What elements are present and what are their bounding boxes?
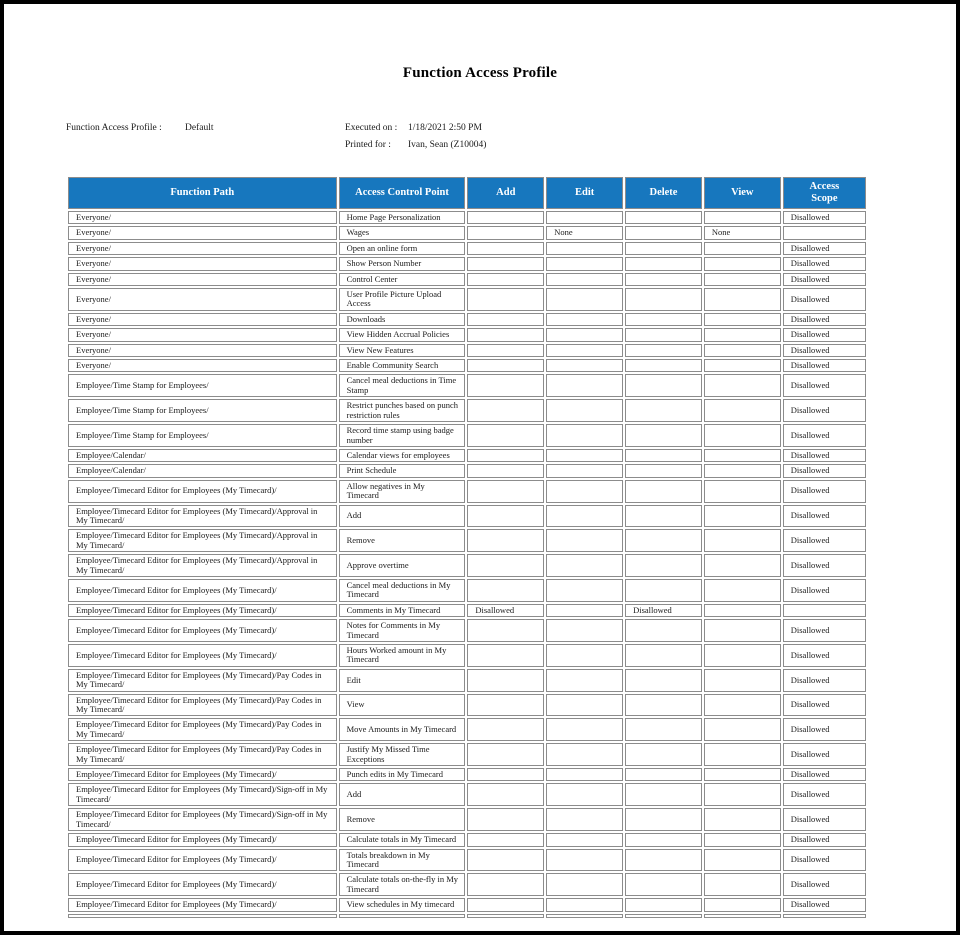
- cell-add: [467, 669, 544, 692]
- cell-delete: [625, 211, 702, 224]
- cell-delete: [625, 718, 702, 741]
- cell-control_point: View New Features: [339, 344, 466, 357]
- cell-scope: Disallowed: [783, 211, 866, 224]
- cell-edit: [546, 914, 623, 918]
- cell-view: [704, 374, 781, 397]
- cell-path: Employee/Timecard Editor for Employees (My Timecard)/: [68, 480, 337, 503]
- cell-delete: [625, 694, 702, 717]
- cell-path: Employee/Timecard Editor for Employees (My Timecard)/: [68, 619, 337, 642]
- cell-scope: Disallowed: [783, 505, 866, 528]
- table-row: [68, 718, 866, 741]
- cell-delete: [625, 257, 702, 270]
- cell-add: [467, 328, 544, 341]
- cell-view: [704, 694, 781, 717]
- column-header-function-path: Function Path: [68, 177, 337, 209]
- cell-view: [704, 914, 781, 918]
- cell-path: Employee/Timecard Editor for Employees (My Timecard)/: [68, 833, 337, 846]
- executed-on-value: 1/18/2021 2:50 PM: [408, 123, 482, 133]
- cell-edit: [546, 743, 623, 766]
- cell-add: [467, 226, 544, 239]
- cell-edit: [546, 242, 623, 255]
- cell-control_point: Add: [339, 783, 466, 806]
- cell-control_point: Downloads: [339, 313, 466, 326]
- cell-delete: [625, 808, 702, 831]
- table-row: [68, 669, 866, 692]
- column-header-add: Add: [467, 177, 544, 209]
- table-row: [68, 211, 866, 224]
- cell-delete: [625, 480, 702, 503]
- cell-add: [467, 288, 544, 311]
- cell-control_point: [339, 914, 466, 918]
- cell-view: [704, 529, 781, 552]
- table-row: [68, 873, 866, 896]
- cell-edit: [546, 669, 623, 692]
- cell-edit: [546, 718, 623, 741]
- cell-edit: [546, 374, 623, 397]
- cell-scope: Disallowed: [783, 669, 866, 692]
- cell-add: [467, 257, 544, 270]
- cell-path: Everyone/: [68, 242, 337, 255]
- cell-edit: [546, 288, 623, 311]
- cell-delete: [625, 242, 702, 255]
- table-row: [68, 399, 866, 422]
- cell-add: [467, 579, 544, 602]
- cell-view: [704, 619, 781, 642]
- cell-add: [467, 449, 544, 462]
- table-row: [68, 783, 866, 806]
- cell-edit: [546, 359, 623, 372]
- cell-path: Employee/Time Stamp for Employees/: [68, 374, 337, 397]
- table-row: [68, 743, 866, 766]
- cell-scope: Disallowed: [783, 399, 866, 422]
- table-row: [68, 328, 866, 341]
- cell-edit: [546, 399, 623, 422]
- cell-path: Employee/Calendar/: [68, 464, 337, 477]
- cell-view: [704, 399, 781, 422]
- cell-path: Employee/Time Stamp for Employees/: [68, 399, 337, 422]
- cell-scope: Disallowed: [783, 359, 866, 372]
- cell-path: Everyone/: [68, 288, 337, 311]
- cell-path: Employee/Timecard Editor for Employees (My Timecard)/: [68, 644, 337, 667]
- table-row: [68, 604, 866, 617]
- column-header-edit: Edit: [546, 177, 623, 209]
- access-table: [66, 175, 868, 920]
- printed-for-label: Printed for :: [345, 140, 391, 150]
- cell-scope: [783, 604, 866, 617]
- cell-control_point: Calendar views for employees: [339, 449, 466, 462]
- cell-add: [467, 344, 544, 357]
- cell-add: [467, 211, 544, 224]
- cell-path: Employee/Calendar/: [68, 449, 337, 462]
- cell-edit: [546, 604, 623, 617]
- cell-view: [704, 505, 781, 528]
- cell-view: [704, 288, 781, 311]
- cell-add: [467, 505, 544, 528]
- cell-delete: [625, 505, 702, 528]
- cell-add: [467, 849, 544, 872]
- table-row: [68, 344, 866, 357]
- cell-add: [467, 644, 544, 667]
- cell-edit: [546, 579, 623, 602]
- cell-control_point: Edit: [339, 669, 466, 692]
- cell-delete: [625, 464, 702, 477]
- cell-scope: Disallowed: [783, 529, 866, 552]
- table-row: [68, 449, 866, 462]
- cell-scope: [783, 226, 866, 239]
- cell-view: [704, 359, 781, 372]
- cell-edit: [546, 424, 623, 447]
- cell-path: Employee/Timecard Editor for Employees (My Timecard)/Approval in My Timecard/: [68, 505, 337, 528]
- profile-label: Function Access Profile :: [66, 123, 162, 133]
- cell-add: [467, 273, 544, 286]
- cell-delete: [625, 424, 702, 447]
- cell-path: Everyone/: [68, 313, 337, 326]
- cell-view: [704, 554, 781, 577]
- table-row: [68, 313, 866, 326]
- table-row: [68, 273, 866, 286]
- cell-view: [704, 242, 781, 255]
- cell-path: Employee/Timecard Editor for Employees (My Timecard)/Pay Codes in My Timecard/: [68, 669, 337, 692]
- cell-control_point: Control Center: [339, 273, 466, 286]
- cell-edit: [546, 480, 623, 503]
- cell-edit: [546, 783, 623, 806]
- cell-delete: [625, 619, 702, 642]
- cell-add: [467, 694, 544, 717]
- column-header-delete: Delete: [625, 177, 702, 209]
- cell-control_point: Calculate totals on-the-fly in My Timecard: [339, 873, 466, 896]
- cell-delete: [625, 313, 702, 326]
- table-row: [68, 257, 866, 270]
- cell-path: Employee/Timecard Editor for Employees (My Timecard)/Pay Codes in My Timecard/: [68, 718, 337, 741]
- table-row: [68, 424, 866, 447]
- table-row: [68, 833, 866, 846]
- cell-scope: [783, 914, 866, 918]
- cell-view: [704, 424, 781, 447]
- cell-add: [467, 399, 544, 422]
- cell-add: [467, 743, 544, 766]
- profile-value: Default: [185, 123, 214, 133]
- cell-scope: Disallowed: [783, 898, 866, 911]
- cell-add: [467, 873, 544, 896]
- cell-control_point: Open an online form: [339, 242, 466, 255]
- cell-edit: [546, 464, 623, 477]
- cell-view: [704, 768, 781, 781]
- cell-add: [467, 768, 544, 781]
- cell-edit: [546, 694, 623, 717]
- cell-control_point: Totals breakdown in My Timecard: [339, 849, 466, 872]
- column-header-view: View: [704, 177, 781, 209]
- table-row: [68, 554, 866, 577]
- table-row: [68, 226, 866, 239]
- cell-add: [467, 424, 544, 447]
- cell-scope: Disallowed: [783, 480, 866, 503]
- cell-view: [704, 449, 781, 462]
- cell-delete: [625, 449, 702, 462]
- cell-path: Everyone/: [68, 359, 337, 372]
- cell-edit: [546, 768, 623, 781]
- cell-path: Employee/Timecard Editor for Employees (My Timecard)/Approval in My Timecard/: [68, 554, 337, 577]
- table-row: [68, 619, 866, 642]
- table-row: [68, 849, 866, 872]
- cell-delete: [625, 833, 702, 846]
- cell-delete: [625, 399, 702, 422]
- cell-view: [704, 898, 781, 911]
- cell-path: Employee/Timecard Editor for Employees (My Timecard)/: [68, 898, 337, 911]
- cell-control_point: Cancel meal deductions in Time Stamp: [339, 374, 466, 397]
- cell-delete: Disallowed: [625, 604, 702, 617]
- cell-control_point: Add: [339, 505, 466, 528]
- table-row: [68, 359, 866, 372]
- cell-edit: [546, 211, 623, 224]
- cell-control_point: Record time stamp using badge number: [339, 424, 466, 447]
- cell-edit: [546, 328, 623, 341]
- cell-view: [704, 464, 781, 477]
- cell-edit: [546, 833, 623, 846]
- cell-scope: Disallowed: [783, 743, 866, 766]
- cell-control_point: Home Page Personalization: [339, 211, 466, 224]
- cell-delete: [625, 288, 702, 311]
- cell-scope: Disallowed: [783, 873, 866, 896]
- executed-on-label: Executed on :: [345, 123, 398, 133]
- cell-path: Employee/Timecard Editor for Employees (My Timecard)/: [68, 873, 337, 896]
- cell-scope: Disallowed: [783, 288, 866, 311]
- cell-edit: [546, 273, 623, 286]
- cell-control_point: View schedules in My timecard: [339, 898, 466, 911]
- table-row: [68, 768, 866, 781]
- cell-add: [467, 619, 544, 642]
- cell-add: [467, 313, 544, 326]
- cell-control_point: Calculate totals in My Timecard: [339, 833, 466, 846]
- cell-control_point: View: [339, 694, 466, 717]
- cell-delete: [625, 579, 702, 602]
- cell-delete: [625, 768, 702, 781]
- cell-scope: Disallowed: [783, 464, 866, 477]
- cell-scope: Disallowed: [783, 242, 866, 255]
- cell-path: Employee/Time Stamp for Employees/: [68, 424, 337, 447]
- cell-path: Employee/Timecard Editor for Employees (My Timecard)/Sign-off in My Timecard/: [68, 783, 337, 806]
- cell-path: [68, 914, 337, 918]
- cell-path: Everyone/: [68, 273, 337, 286]
- cell-scope: Disallowed: [783, 273, 866, 286]
- cell-scope: Disallowed: [783, 424, 866, 447]
- cell-add: [467, 783, 544, 806]
- cell-control_point: Remove: [339, 529, 466, 552]
- cell-control_point: View Hidden Accrual Policies: [339, 328, 466, 341]
- cell-control_point: Show Person Number: [339, 257, 466, 270]
- cell-control_point: Allow negatives in My Timecard: [339, 480, 466, 503]
- cell-add: [467, 718, 544, 741]
- cell-add: [467, 464, 544, 477]
- cell-delete: [625, 273, 702, 286]
- table-row: [68, 579, 866, 602]
- cell-path: Employee/Timecard Editor for Employees (My Timecard)/: [68, 604, 337, 617]
- cell-add: [467, 898, 544, 911]
- table-row: [68, 529, 866, 552]
- cell-view: [704, 480, 781, 503]
- cell-view: [704, 579, 781, 602]
- cell-path: Employee/Timecard Editor for Employees (My Timecard)/Approval in My Timecard/: [68, 529, 337, 552]
- cell-delete: [625, 359, 702, 372]
- table-row: [68, 898, 866, 911]
- cell-scope: Disallowed: [783, 808, 866, 831]
- cell-path: Employee/Timecard Editor for Employees (My Timecard)/Pay Codes in My Timecard/: [68, 743, 337, 766]
- cell-delete: [625, 873, 702, 896]
- cell-delete: [625, 529, 702, 552]
- table-row: [68, 242, 866, 255]
- cell-edit: None: [546, 226, 623, 239]
- cell-delete: [625, 914, 702, 918]
- cell-scope: Disallowed: [783, 579, 866, 602]
- cell-control_point: Punch edits in My Timecard: [339, 768, 466, 781]
- table-row: [68, 505, 866, 528]
- table-row: [68, 644, 866, 667]
- cell-path: Everyone/: [68, 344, 337, 357]
- cell-edit: [546, 344, 623, 357]
- cell-edit: [546, 257, 623, 270]
- cell-edit: [546, 619, 623, 642]
- table-row: [68, 914, 866, 918]
- cell-path: Employee/Timecard Editor for Employees (My Timecard)/Pay Codes in My Timecard/: [68, 694, 337, 717]
- cell-control_point: Print Schedule: [339, 464, 466, 477]
- table-row: [68, 464, 866, 477]
- cell-control_point: Move Amounts in My Timecard: [339, 718, 466, 741]
- cell-view: [704, 833, 781, 846]
- cell-path: Everyone/: [68, 257, 337, 270]
- printed-for-value: Ivan, Sean (Z10004): [408, 140, 487, 150]
- cell-delete: [625, 226, 702, 239]
- cell-delete: [625, 328, 702, 341]
- cell-path: Everyone/: [68, 328, 337, 341]
- cell-edit: [546, 849, 623, 872]
- cell-add: [467, 833, 544, 846]
- cell-edit: [546, 505, 623, 528]
- cell-add: Disallowed: [467, 604, 544, 617]
- table-header-row: [68, 177, 866, 209]
- cell-add: [467, 242, 544, 255]
- cell-view: [704, 273, 781, 286]
- cell-control_point: Hours Worked amount in My Timecard: [339, 644, 466, 667]
- cell-control_point: Justify My Missed Time Exceptions: [339, 743, 466, 766]
- cell-control_point: Wages: [339, 226, 466, 239]
- table-row: [68, 288, 866, 311]
- table-body: [68, 211, 866, 918]
- column-header-access-scope: Access Scope: [783, 177, 866, 209]
- cell-delete: [625, 849, 702, 872]
- cell-path: Employee/Timecard Editor for Employees (My Timecard)/: [68, 849, 337, 872]
- cell-add: [467, 529, 544, 552]
- cell-add: [467, 359, 544, 372]
- cell-path: Everyone/: [68, 211, 337, 224]
- cell-edit: [546, 808, 623, 831]
- cell-add: [467, 374, 544, 397]
- cell-scope: Disallowed: [783, 313, 866, 326]
- cell-delete: [625, 554, 702, 577]
- cell-scope: Disallowed: [783, 849, 866, 872]
- cell-delete: [625, 669, 702, 692]
- table-row: [68, 480, 866, 503]
- cell-scope: Disallowed: [783, 344, 866, 357]
- column-header-access-control-point: Access Control Point: [339, 177, 466, 209]
- cell-delete: [625, 743, 702, 766]
- cell-add: [467, 480, 544, 503]
- table-row: [68, 374, 866, 397]
- cell-path: Employee/Timecard Editor for Employees (My Timecard)/Sign-off in My Timecard/: [68, 808, 337, 831]
- cell-control_point: Remove: [339, 808, 466, 831]
- table-row: [68, 808, 866, 831]
- cell-path: Everyone/: [68, 226, 337, 239]
- cell-view: [704, 328, 781, 341]
- cell-scope: Disallowed: [783, 554, 866, 577]
- cell-view: [704, 718, 781, 741]
- cell-view: None: [704, 226, 781, 239]
- table-row: [68, 694, 866, 717]
- cell-edit: [546, 898, 623, 911]
- cell-scope: Disallowed: [783, 694, 866, 717]
- cell-scope: Disallowed: [783, 374, 866, 397]
- cell-delete: [625, 783, 702, 806]
- cell-scope: Disallowed: [783, 257, 866, 270]
- cell-edit: [546, 529, 623, 552]
- cell-view: [704, 849, 781, 872]
- cell-delete: [625, 898, 702, 911]
- cell-add: [467, 554, 544, 577]
- cell-view: [704, 257, 781, 270]
- cell-view: [704, 669, 781, 692]
- cell-edit: [546, 313, 623, 326]
- cell-view: [704, 808, 781, 831]
- cell-scope: Disallowed: [783, 619, 866, 642]
- cell-view: [704, 344, 781, 357]
- cell-scope: Disallowed: [783, 718, 866, 741]
- cell-delete: [625, 344, 702, 357]
- cell-control_point: User Profile Picture Upload Access: [339, 288, 466, 311]
- cell-delete: [625, 374, 702, 397]
- cell-edit: [546, 644, 623, 667]
- report-title: Function Access Profile: [402, 65, 558, 81]
- cell-scope: Disallowed: [783, 449, 866, 462]
- cell-view: [704, 743, 781, 766]
- cell-scope: Disallowed: [783, 768, 866, 781]
- cell-control_point: Notes for Comments in My Timecard: [339, 619, 466, 642]
- cell-view: [704, 313, 781, 326]
- cell-path: Employee/Timecard Editor for Employees (My Timecard)/: [68, 768, 337, 781]
- cell-scope: Disallowed: [783, 833, 866, 846]
- cell-edit: [546, 873, 623, 896]
- cell-control_point: Approve overtime: [339, 554, 466, 577]
- cell-path: Employee/Timecard Editor for Employees (My Timecard)/: [68, 579, 337, 602]
- cell-edit: [546, 554, 623, 577]
- cell-add: [467, 808, 544, 831]
- cell-view: [704, 644, 781, 667]
- cell-add: [467, 914, 544, 918]
- cell-view: [704, 783, 781, 806]
- cell-view: [704, 604, 781, 617]
- cell-control_point: Restrict punches based on punch restriction rules: [339, 399, 466, 422]
- cell-view: [704, 873, 781, 896]
- cell-scope: Disallowed: [783, 328, 866, 341]
- cell-control_point: Cancel meal deductions in My Timecard: [339, 579, 466, 602]
- cell-scope: Disallowed: [783, 644, 866, 667]
- cell-control_point: Comments in My Timecard: [339, 604, 466, 617]
- cell-scope: Disallowed: [783, 783, 866, 806]
- cell-view: [704, 211, 781, 224]
- cell-delete: [625, 644, 702, 667]
- access-table-container: [66, 175, 868, 920]
- cell-control_point: Enable Community Search: [339, 359, 466, 372]
- cell-edit: [546, 449, 623, 462]
